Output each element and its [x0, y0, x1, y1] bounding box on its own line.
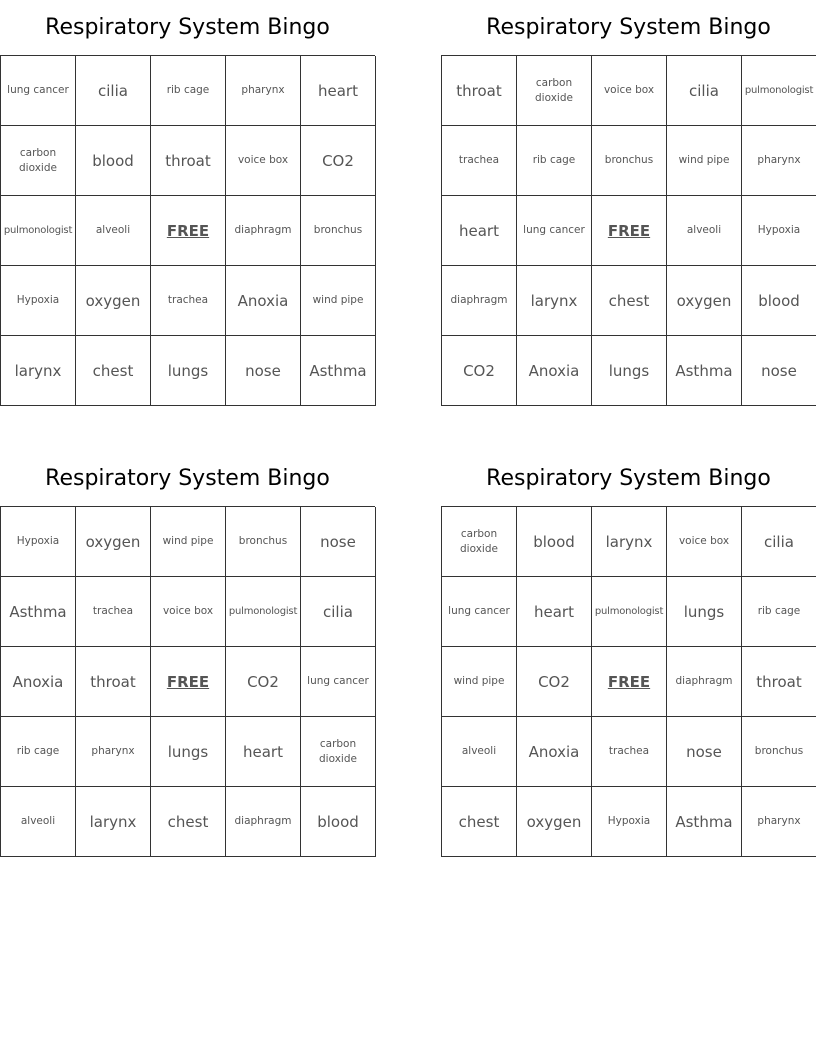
- bingo-cell: cilia: [76, 56, 151, 126]
- bingo-cell: voice box: [226, 126, 301, 196]
- bingo-cell: pulmonologist: [226, 577, 301, 647]
- bingo-cell: CO2: [442, 336, 517, 406]
- bingo-cell: bronchus: [592, 126, 667, 196]
- bingo-cell: heart: [301, 56, 376, 126]
- card-title: Respiratory System Bingo: [486, 466, 771, 491]
- bingo-cell: throat: [742, 647, 816, 717]
- bingo-cell: oxygen: [76, 507, 151, 577]
- bingo-cell: voice box: [667, 507, 742, 577]
- bingo-cell: oxygen: [517, 787, 592, 857]
- bingo-cell: cilia: [742, 507, 816, 577]
- bingo-cell: alveoli: [442, 717, 517, 787]
- free-space: FREE: [592, 196, 667, 266]
- bingo-cell: lung cancer: [1, 56, 76, 126]
- bingo-cell: CO2: [517, 647, 592, 717]
- bingo-cell: throat: [76, 647, 151, 717]
- bingo-cell: alveoli: [1, 787, 76, 857]
- bingo-grid: [441, 55, 816, 406]
- bingo-card-4: [441, 451, 816, 857]
- bingo-cell: pharynx: [742, 126, 816, 196]
- bingo-cell: blood: [742, 266, 816, 336]
- bingo-cell: trachea: [442, 126, 517, 196]
- bingo-grid: [0, 55, 375, 406]
- free-space: FREE: [592, 647, 667, 717]
- bingo-cell: Asthma: [301, 336, 376, 406]
- free-space: FREE: [151, 196, 226, 266]
- bingo-cell: carbon dioxide: [517, 56, 592, 126]
- bingo-cell: blood: [301, 787, 376, 857]
- bingo-cell: wind pipe: [667, 126, 742, 196]
- bingo-cell: rib cage: [151, 56, 226, 126]
- free-space: FREE: [151, 647, 226, 717]
- bingo-cell: chest: [151, 787, 226, 857]
- bingo-cell: CO2: [226, 647, 301, 717]
- bingo-cell: heart: [226, 717, 301, 787]
- bingo-cell: heart: [517, 577, 592, 647]
- bingo-cell: Asthma: [1, 577, 76, 647]
- bingo-card-1: [0, 0, 375, 406]
- bingo-cell: voice box: [592, 56, 667, 126]
- bingo-cell: cilia: [667, 56, 742, 126]
- bingo-cell: throat: [442, 56, 517, 126]
- bingo-cell: nose: [667, 717, 742, 787]
- bingo-cell: blood: [517, 507, 592, 577]
- bingo-cell: nose: [742, 336, 816, 406]
- bingo-cell: Hypoxia: [1, 507, 76, 577]
- bingo-cell: alveoli: [76, 196, 151, 266]
- bingo-cell: Anoxia: [1, 647, 76, 717]
- bingo-cell: Anoxia: [517, 336, 592, 406]
- bingo-cell: carbon dioxide: [442, 507, 517, 577]
- bingo-cell: CO2: [301, 126, 376, 196]
- bingo-card-3: [0, 451, 375, 857]
- bingo-cell: Asthma: [667, 787, 742, 857]
- bingo-cell: wind pipe: [442, 647, 517, 717]
- bingo-cell: Asthma: [667, 336, 742, 406]
- bingo-cell: Hypoxia: [1, 266, 76, 336]
- bingo-cell: lungs: [151, 717, 226, 787]
- bingo-cell: Anoxia: [226, 266, 301, 336]
- bingo-cell: nose: [226, 336, 301, 406]
- bingo-cell: heart: [442, 196, 517, 266]
- bingo-cell: lung cancer: [442, 577, 517, 647]
- bingo-cell: rib cage: [742, 577, 816, 647]
- bingo-cell: chest: [76, 336, 151, 406]
- bingo-cell: trachea: [592, 717, 667, 787]
- bingo-grid: [441, 506, 816, 857]
- bingo-cell: diaphragm: [226, 196, 301, 266]
- bingo-cell: chest: [442, 787, 517, 857]
- bingo-cell: diaphragm: [226, 787, 301, 857]
- bingo-cell: pharynx: [76, 717, 151, 787]
- bingo-cell: bronchus: [742, 717, 816, 787]
- bingo-cell: pharynx: [742, 787, 816, 857]
- bingo-cell: bronchus: [226, 507, 301, 577]
- bingo-cell: larynx: [76, 787, 151, 857]
- bingo-cell: wind pipe: [301, 266, 376, 336]
- bingo-cell: Anoxia: [517, 717, 592, 787]
- bingo-cell: larynx: [517, 266, 592, 336]
- bingo-cell: lungs: [151, 336, 226, 406]
- bingo-cell: wind pipe: [151, 507, 226, 577]
- bingo-cell: throat: [151, 126, 226, 196]
- bingo-cell: Hypoxia: [592, 787, 667, 857]
- bingo-cell: chest: [592, 266, 667, 336]
- card-title: Respiratory System Bingo: [45, 466, 330, 491]
- bingo-cell: nose: [301, 507, 376, 577]
- bingo-cell: cilia: [301, 577, 376, 647]
- bingo-cell: larynx: [592, 507, 667, 577]
- bingo-card-2: [441, 0, 816, 406]
- bingo-cell: bronchus: [301, 196, 376, 266]
- bingo-cell: diaphragm: [667, 647, 742, 717]
- bingo-cell: lung cancer: [301, 647, 376, 717]
- bingo-cell: pharynx: [226, 56, 301, 126]
- bingo-cell: oxygen: [76, 266, 151, 336]
- bingo-cell: rib cage: [517, 126, 592, 196]
- bingo-cell: rib cage: [1, 717, 76, 787]
- bingo-cell: pulmonologist: [1, 196, 76, 266]
- bingo-cell: pulmonologist: [742, 56, 816, 126]
- bingo-cell: larynx: [1, 336, 76, 406]
- bingo-cell: lungs: [667, 577, 742, 647]
- card-title: Respiratory System Bingo: [486, 15, 771, 40]
- bingo-cell: carbon dioxide: [301, 717, 376, 787]
- bingo-cell: diaphragm: [442, 266, 517, 336]
- bingo-cell: trachea: [151, 266, 226, 336]
- bingo-cell: Hypoxia: [742, 196, 816, 266]
- bingo-cell: pulmonologist: [592, 577, 667, 647]
- bingo-cell: blood: [76, 126, 151, 196]
- bingo-cell: trachea: [76, 577, 151, 647]
- bingo-cell: oxygen: [667, 266, 742, 336]
- bingo-cell: lung cancer: [517, 196, 592, 266]
- bingo-cell: lungs: [592, 336, 667, 406]
- bingo-cell: voice box: [151, 577, 226, 647]
- bingo-cell: carbon dioxide: [1, 126, 76, 196]
- card-title: Respiratory System Bingo: [45, 15, 330, 40]
- bingo-grid: [0, 506, 375, 857]
- bingo-cell: alveoli: [667, 196, 742, 266]
